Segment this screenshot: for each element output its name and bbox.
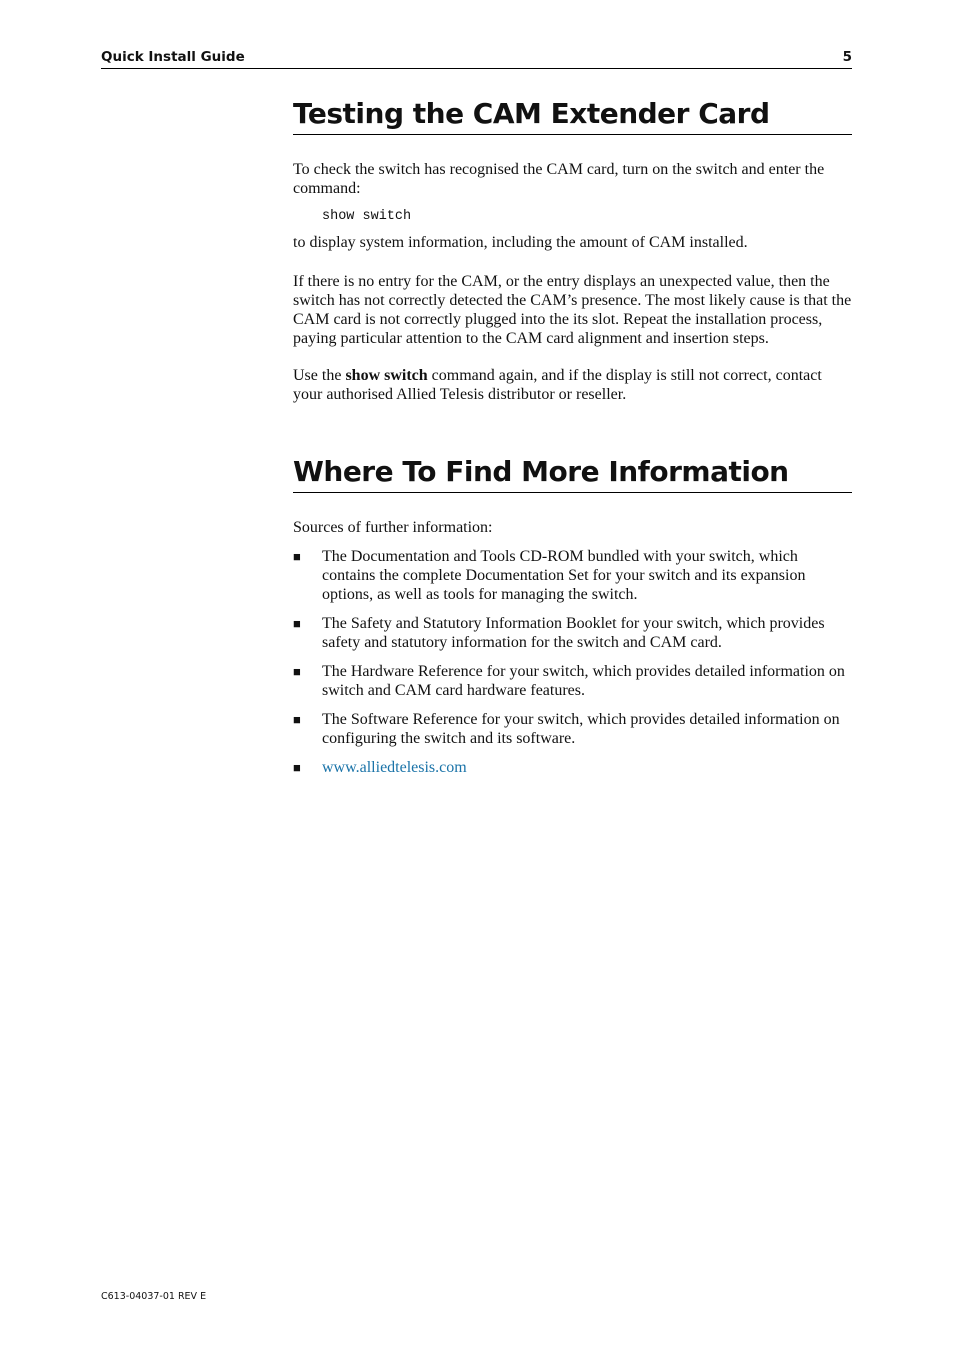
page-header <box>101 48 852 69</box>
paragraph-display-info: to display system information, including the amount of CAM installed. <box>293 234 748 251</box>
command-inline: show switch <box>345 367 428 384</box>
use-command-post: command again, and if the display is still not correct, contact your authorised Allied Telesis distributor or reseller. <box>293 367 822 403</box>
paragraph-check-switch: To check the switch has recognised the CAM card, turn on the switch and enter the command: <box>293 161 825 197</box>
sources-list <box>293 547 852 777</box>
list-item <box>293 710 852 748</box>
bullet-icon: ■ <box>293 712 301 727</box>
bullet-icon: ■ <box>293 616 301 631</box>
command-example: show switch <box>322 209 412 224</box>
bullet-icon: ■ <box>293 664 301 679</box>
use-command-pre: Use the <box>293 367 346 384</box>
bullet-icon: ■ <box>293 549 301 564</box>
list-item <box>293 662 852 700</box>
bullet-icon: ■ <box>293 760 301 775</box>
paragraph-use-command <box>293 366 852 404</box>
paragraph-no-entry: If there is no entry for the CAM, or the entry displays an unexpected value, then the switch has not correctly detected the CAM’s presence. The most likely cause is that the CAM card is not correctly plugged into the its slot. Repeat the installation process, paying particular attention to the CAM card alignment and insertion steps. <box>293 273 852 347</box>
main-content <box>293 96 852 787</box>
list-item-text: The Software Reference for your switch, which provides detailed information on configuring the switch and its software. <box>322 711 840 747</box>
list-item-text: The Documentation and Tools CD-ROM bundled with your switch, which contains the complete Documentation Set for your switch and its expansion options, as well as tools for managing the switch. <box>322 548 806 603</box>
list-item <box>293 614 852 652</box>
list-item-text: The Safety and Statutory Information Booklet for your switch, which provides safety and statutory information for the switch and CAM card. <box>322 615 825 651</box>
paragraph-sources: Sources of further information: <box>293 519 493 536</box>
website-link[interactable]: www.alliedtelesis.com <box>322 759 467 776</box>
section-heading-testing: Testing the CAM Extender Card <box>293 96 852 135</box>
list-item-text: The Hardware Reference for your switch, which provides detailed information on switch and CAM card hardware features. <box>322 663 845 699</box>
document-id: C613-04037-01 REV E <box>101 1291 207 1302</box>
section-heading-more-info: Where To Find More Information <box>293 454 852 493</box>
header-title: Quick Install Guide <box>101 49 245 65</box>
page-number: 5 <box>842 49 852 65</box>
list-item <box>293 758 852 777</box>
list-item <box>293 547 852 604</box>
